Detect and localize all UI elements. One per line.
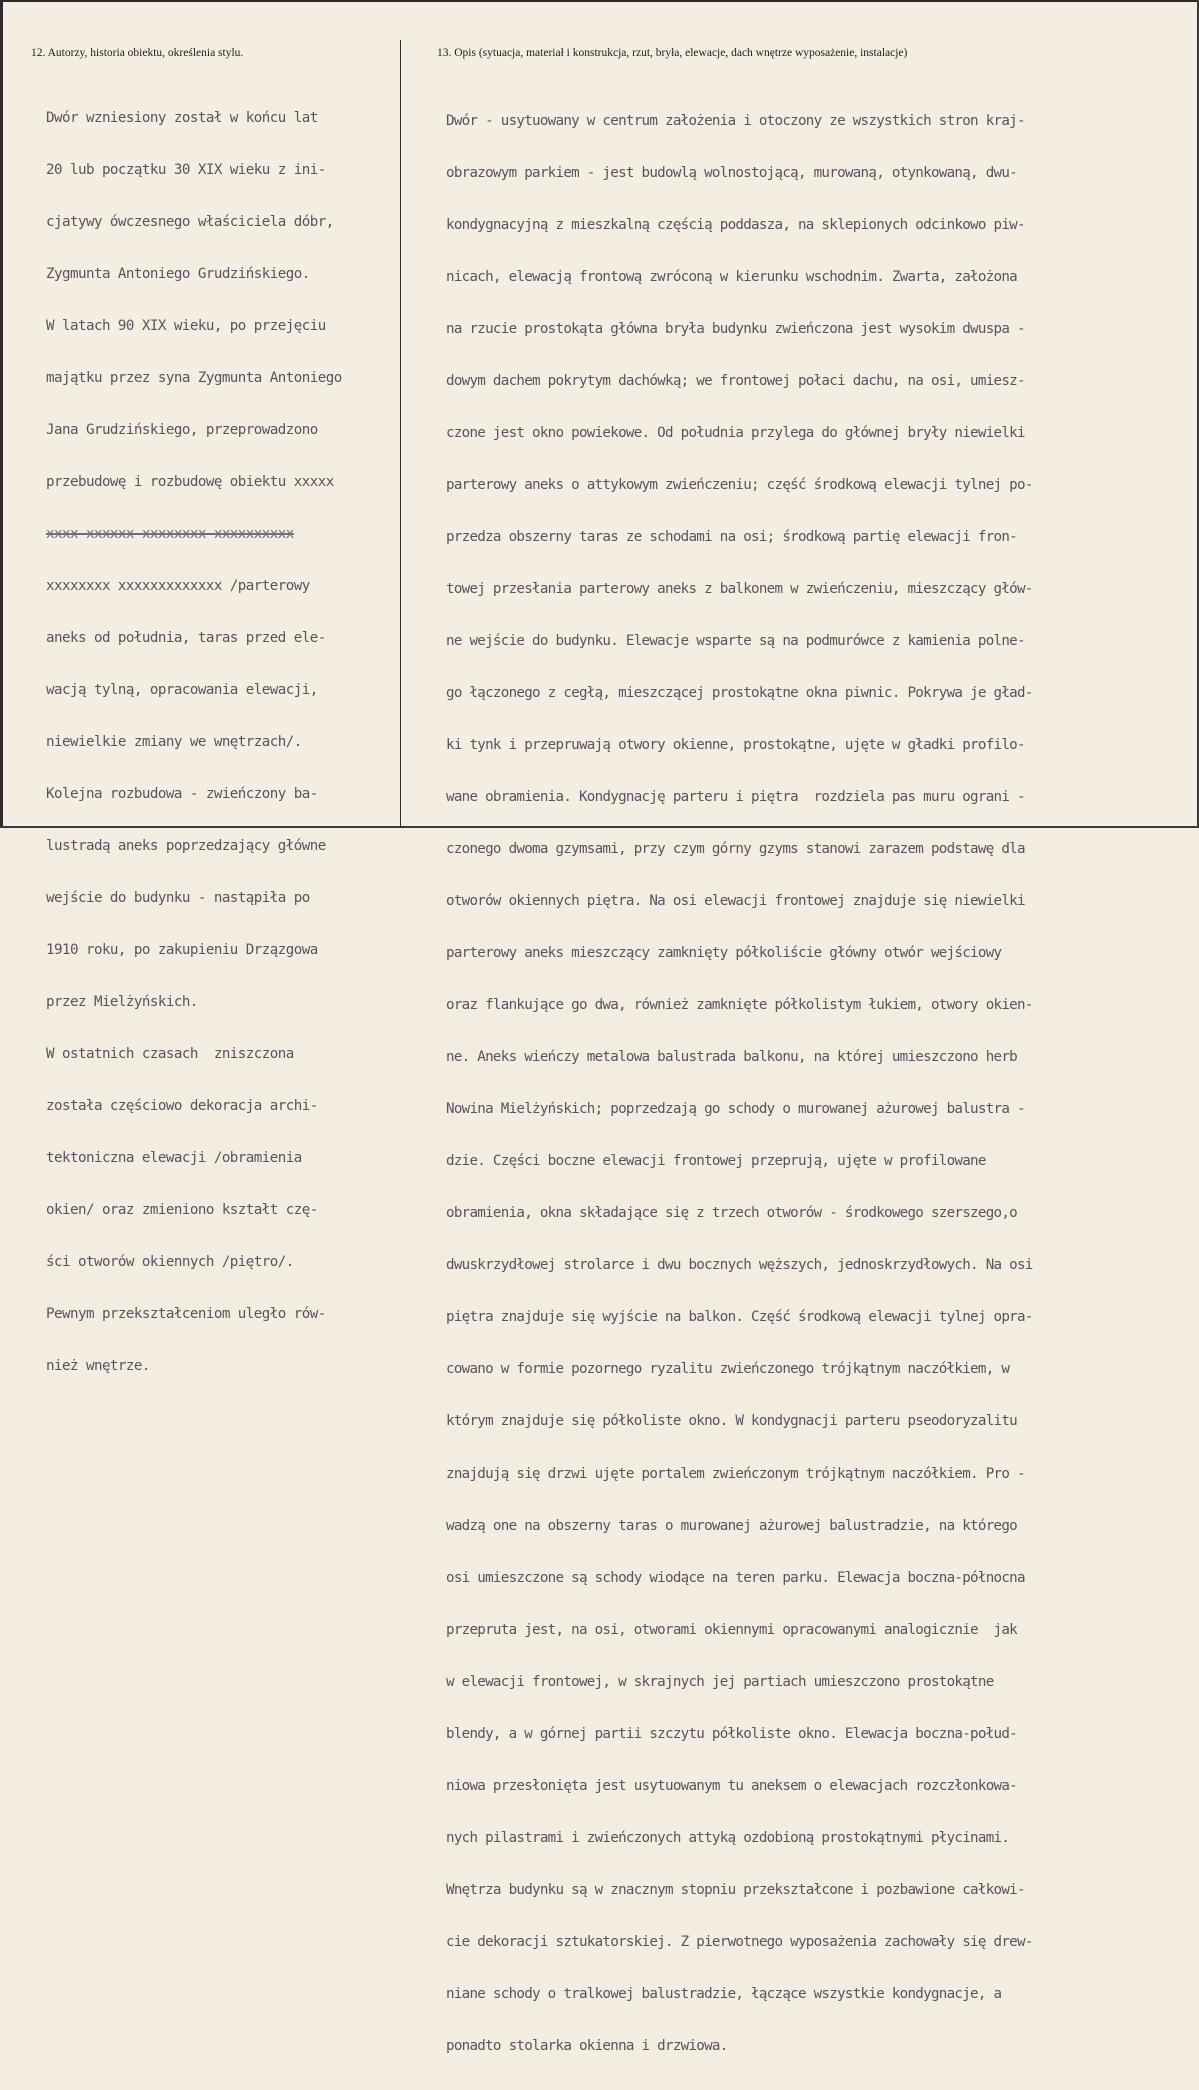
section-13-line: niowa przesłonięta jest usytuowanym tu aneksem o elewacjach rozczłonkowa-	[446, 1777, 1017, 1794]
section-12-line: została częściowo dekoracja archi-	[46, 1098, 318, 1115]
section-13-line: przepruta jest, na osi, otworami okiennymi opracowanymi analogicznie jak	[446, 1621, 1017, 1638]
section-13-line: parterowy aneks mieszczący zamknięty półkoliście główny otwór wejściowy	[446, 945, 1002, 962]
section-12-line: 1910 roku, po zakupieniu Drzązgowa	[46, 942, 318, 959]
section-12-line: okien/ oraz zmieniono kształt czę-	[46, 1202, 318, 1219]
section-12-line: Dwór wzniesiony został w końcu lat	[46, 109, 318, 126]
section-12-line: 20 lub początku 30 XIX wieku z ini-	[46, 161, 326, 178]
section-12-line: Kolejna rozbudowa - zwieńczony ba-	[46, 786, 318, 803]
section-12-line: przez Mielżyńskich.	[46, 994, 198, 1011]
section-13-line: otworów okiennych piętra. Na osi elewacji frontowej znajduje się niewielki	[446, 893, 1025, 910]
section-13-line: wane obramienia. Kondygnację parteru i piętra rozdziela pas muru ograni -	[446, 789, 1025, 806]
section-13-line: Nowina Mielżyńskich; poprzedzają go schody o murowanej ażurowej balustra -	[446, 1101, 1025, 1118]
section-13-line: czonego dwoma gzymsami, przy czym górny gzyms stanowi zarazem podstawę dla	[446, 841, 1025, 858]
section-13-line: znajdują się drzwi ujęte portalem zwieńczonym trójkątnym naczółkiem. Pro -	[446, 1465, 1025, 1482]
section-13-line: w elewacji frontowej, w skrajnych jej partiach umieszczono prostokątne	[446, 1673, 994, 1690]
section-13-line: dzie. Części boczne elewacji frontowej przeprują, ujęte w profilowane	[446, 1153, 986, 1170]
section-13-line: blendy, a w górnej partii szczytu półkoliste okno. Elewacja boczna-połud-	[446, 1725, 1017, 1742]
section-12-line: majątku przez syna Zygmunta Antoniego	[46, 369, 342, 386]
section-12-line: Zygmunta Antoniego Grudzińskiego.	[46, 265, 310, 282]
section-12-line: aneks od południa, taras przed ele-	[46, 630, 326, 646]
section-12-line: przebudowę i rozbudowę obiektu xxxxx	[46, 473, 334, 490]
section-12-line: lustradą aneks poprzedzający główne	[46, 838, 326, 855]
card-border-top	[0, 0, 1199, 2]
section-13-line: wadzą one na obszerny taras o murowanej ażurowej balustradzie, na którego	[446, 1517, 1017, 1534]
section-13-line: cie dekoracji sztukatorskiej. Z pierwotnego wyposażenia zachowały się drew-	[446, 1933, 1033, 1950]
section-13-line: Wnętrza budynku są w znacznym stopniu przekształcone i pozbawione całkowi-	[446, 1881, 1025, 1898]
section-12-struck-line: xxxx xxxxxx xxxxxxxx xxxxxxxxxx	[46, 525, 294, 542]
section-13-line: obramienia, okna składające się z trzech otworów - środkowego szerszego,o	[446, 1205, 1017, 1222]
card-border-left	[0, 0, 3, 828]
section-13-line: obrazowym parkiem - jest budowlą wolnostojącą, murowaną, otynkowaną, dwu-	[446, 164, 1017, 181]
section-12-heading: 12. Autorzy, historia obiektu, określenia stylu.	[31, 47, 244, 59]
section-13-line: dowym dachem pokrytym dachówką; we frontowej połaci dachu, na osi, umiesz-	[446, 372, 1025, 389]
section-13-line: go łączonego z cegłą, mieszczącej prostokątne okna piwnic. Pokrywa je gład-	[446, 685, 1033, 702]
section-12-line: wacją tylną, opracowania elewacji,	[46, 682, 318, 699]
section-13-line: piętra znajduje się wyjście na balkon. Część środkową elewacji tylnej opra-	[446, 1309, 1033, 1326]
section-12-line: tektoniczna elewacji /obramienia	[46, 1150, 302, 1167]
section-13-line: ne. Aneks wieńczy metalowa balustrada balkonu, na której umieszczono herb	[446, 1049, 1017, 1066]
section-13-line: Dwór - usytuowany w centrum założenia i otoczony ze wszystkich stron kraj-	[446, 112, 1025, 129]
section-12-line: xxxxxxxx xxxxxxxxxxxxx /parterowy	[46, 577, 310, 594]
section-12-line: Pewnym przekształceniom uległo rów-	[46, 1306, 326, 1323]
section-13-line: na rzucie prostokąta główna bryła budynku zwieńczona jest wysokim dwuspa -	[446, 320, 1025, 337]
section-13-line: przedza obszerny taras ze schodami na osi; środkową partię elewacji fron-	[446, 528, 1017, 545]
section-12-line: W latach 90 XIX wieku, po przejęciu	[46, 317, 326, 334]
section-13-line: towej przesłania parterowy aneks z balkonem w zwieńczeniu, mieszczący głów-	[446, 580, 1033, 597]
section-13-line: którym znajduje się półkoliste okno. W kondygnacji parteru pseodoryzalitu	[446, 1413, 1017, 1430]
section-13-line: parterowy aneks o attykowym zwieńczeniu; część środkową elewacji tylnej po-	[446, 476, 1033, 493]
section-12-line: nież wnętrze.	[46, 1358, 150, 1375]
section-12-line: Jana Grudzińskiego, przeprowadzono	[46, 421, 318, 438]
section-13-line: niane schody o tralkowej balustradzie, łączące wszystkie kondygnacje, a	[446, 1985, 1002, 2002]
section-13-line: oraz flankujące go dwa, również zamknięte półkolistym łukiem, otwory okien-	[446, 997, 1033, 1014]
section-13-line: osi umieszczone są schody wiodące na teren parku. Elewacja boczna-północna	[446, 1569, 1025, 1586]
section-13-line: ki tynk i przepruwają otwory okienne, prostokątne, ujęte w gładki profilo-	[446, 737, 1025, 754]
section-12-line: cjatywy ówczesnego właściciela dóbr,	[46, 213, 334, 230]
section-13-line: ne wejście do budynku. Elewacje wsparte są na podmurówce z kamienia polne-	[446, 633, 1025, 649]
section-13-line: kondygnacyjną z mieszkalną częścią poddasza, na sklepionych odcinkowo piw-	[446, 216, 1025, 233]
section-13-heading: 13. Opis (sytuacja, materiał i konstrukcja, rzut, bryła, elewacje, dach wnętrze wyposażenie, instalacje)	[437, 47, 908, 59]
section-12-line: niewielkie zmiany we wnętrzach/.	[46, 734, 302, 751]
section-13-line: nych pilastrami i zwieńczonych attyką ozdobioną prostokątnymi płycinami.	[446, 1829, 1010, 1846]
section-13-line: nicach, elewacją frontową zwróconą w kierunku wschodnim. Zwarta, założona	[446, 268, 1017, 285]
section-13-line: dwuskrzydłowej strolarce i dwu bocznych węższych, jednoskrzydłowych. Na osi	[446, 1257, 1033, 1274]
section-13-line: cowano w formie pozornego ryzalitu zwieńczonego trójkątnym naczółkiem, w	[446, 1361, 1010, 1378]
section-13-line: ponadto stolarka okienna i drzwiowa.	[446, 2037, 728, 2054]
section-12-line: ści otworów okiennych /piętro/.	[46, 1254, 294, 1271]
column-divider	[400, 40, 401, 828]
section-13-line: czone jest okno powiekowe. Od południa przylega do głównej bryły niewielki	[446, 424, 1025, 441]
section-12-line: W ostatnich czasach zniszczona	[46, 1046, 294, 1063]
section-13-text	[446, 78, 1033, 2090]
section-12-text	[46, 75, 342, 1410]
section-12-line: wejście do budynku - nastąpiła po	[46, 890, 310, 907]
